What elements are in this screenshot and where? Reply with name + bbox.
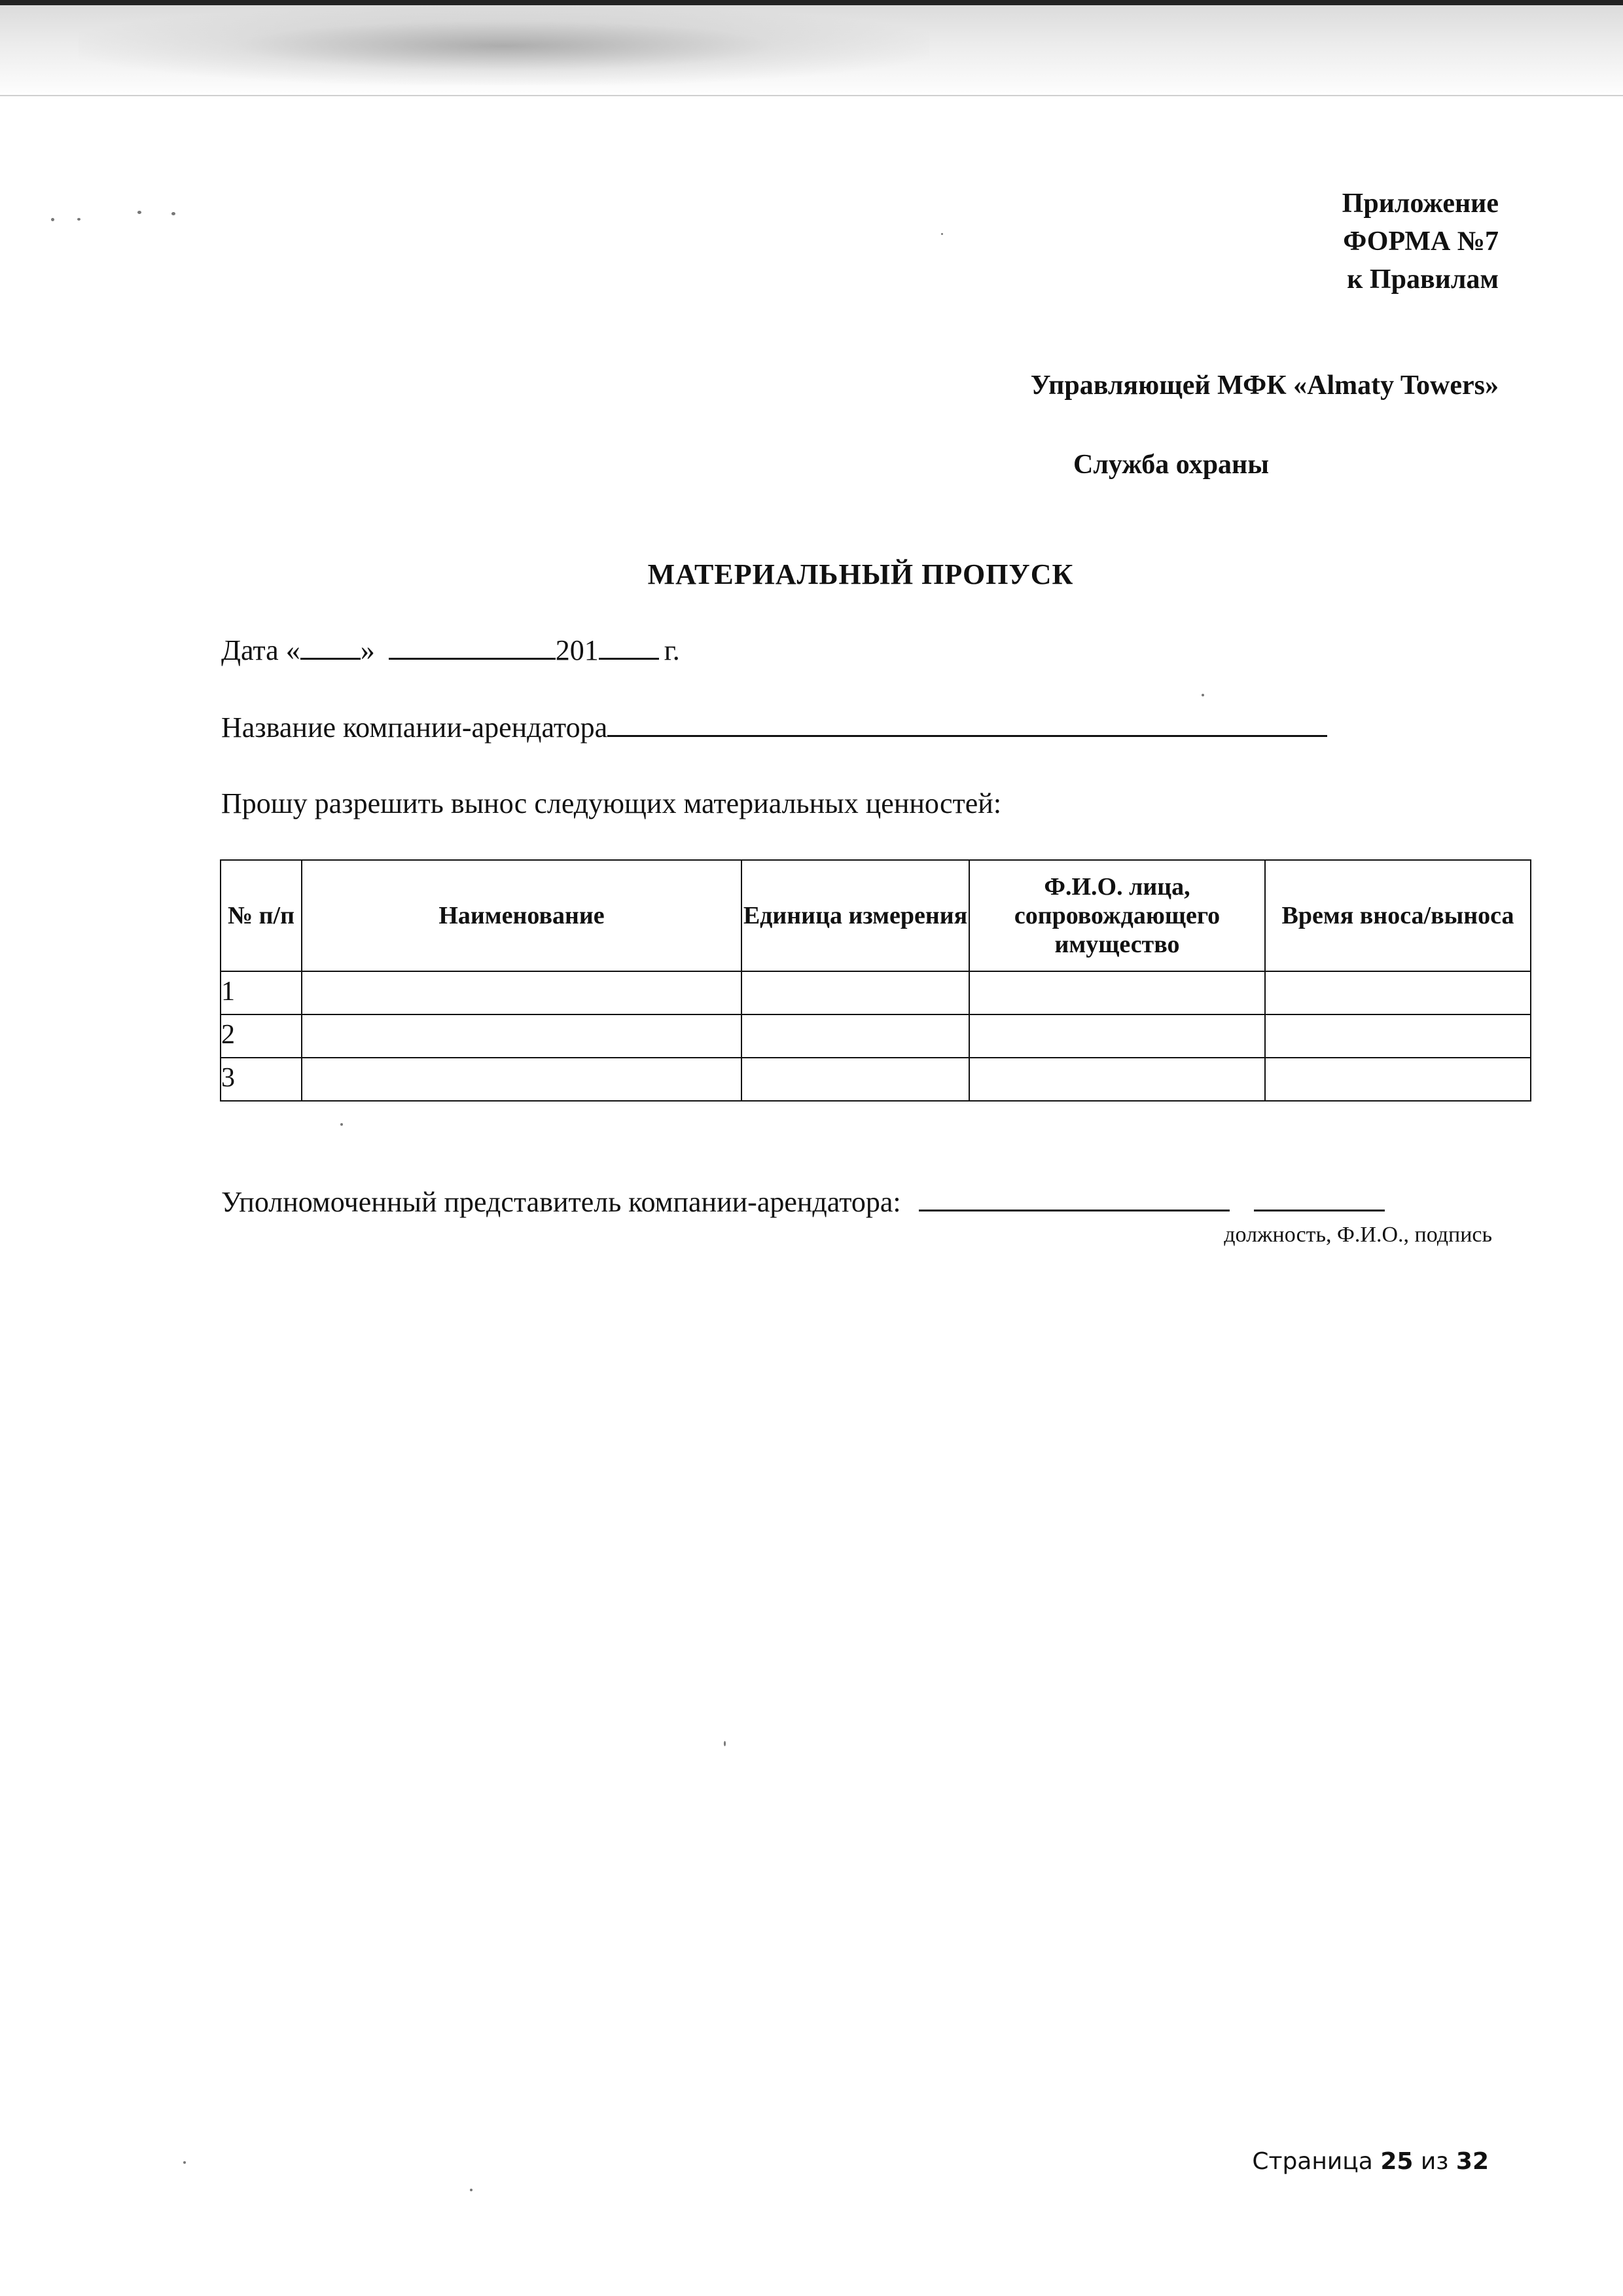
document-title: МАТЕРИАЛЬНЫЙ ПРОПУСК — [647, 558, 1074, 590]
scan-speck — [470, 2189, 473, 2191]
table-row — [221, 1058, 1531, 1101]
unit-cell[interactable] — [741, 971, 969, 1014]
organization-name: Управляющей МФК «Almaty Towers» — [1030, 370, 1499, 401]
year-blank[interactable] — [599, 632, 659, 660]
company-label: Название компании-арендатора — [221, 711, 608, 744]
company-name-blank[interactable] — [607, 709, 1327, 737]
scan-speck — [724, 1741, 726, 1746]
time-cell[interactable] — [1265, 1014, 1531, 1058]
page-number: 25 — [1380, 2148, 1414, 2175]
signature-blank[interactable] — [1254, 1183, 1385, 1211]
scan-speck — [941, 233, 943, 235]
year-prefix: 201 — [555, 634, 599, 666]
item-name-cell[interactable] — [302, 1058, 741, 1101]
scan-speck — [183, 2161, 186, 2164]
signature-line — [221, 1183, 1385, 1219]
signature-caption: должность, Ф.И.О., подпись — [1224, 1223, 1492, 1247]
item-name-cell[interactable] — [302, 971, 741, 1014]
header-escort: Ф.И.О. лица, сопровождающего имущество — [969, 860, 1265, 971]
row-number: 2 — [221, 1014, 302, 1058]
table-header-row — [221, 860, 1531, 971]
scan-speck — [77, 218, 80, 221]
company-line — [221, 709, 1327, 744]
date-line — [221, 632, 680, 667]
rules-reference: к Правилам — [1347, 264, 1499, 295]
row-number: 1 — [221, 971, 302, 1014]
table-row — [221, 971, 1531, 1014]
scan-speck — [1202, 694, 1204, 696]
position-name-blank[interactable] — [919, 1183, 1230, 1211]
escort-cell[interactable] — [969, 1058, 1265, 1101]
time-cell[interactable] — [1265, 971, 1531, 1014]
date-label: Дата « — [221, 634, 300, 666]
scan-shadow — [79, 7, 929, 85]
page-total: 32 — [1455, 2148, 1489, 2175]
security-service: Служба охраны — [1073, 450, 1270, 480]
item-name-cell[interactable] — [302, 1014, 741, 1058]
row-number: 3 — [221, 1058, 302, 1101]
scan-speck — [171, 212, 175, 215]
scan-page-edge — [0, 95, 1623, 96]
page-label: Страница — [1252, 2148, 1373, 2175]
appendix-header — [1342, 185, 1499, 298]
scan-speck — [340, 1123, 343, 1126]
appendix-label: Приложение — [1342, 188, 1499, 219]
unit-cell[interactable] — [741, 1058, 969, 1101]
header-time: Время вноса/выноса — [1265, 860, 1531, 971]
items-table — [220, 859, 1531, 1102]
header-name: Наименование — [302, 860, 741, 971]
page-of: из — [1420, 2148, 1449, 2175]
scan-speck — [137, 211, 141, 214]
header-unit: Единица измерения — [741, 860, 969, 971]
header-number: № п/п — [221, 860, 302, 971]
page-footer — [1252, 2148, 1489, 2175]
year-suffix: г. — [664, 634, 680, 666]
escort-cell[interactable] — [969, 1014, 1265, 1058]
scan-speck — [51, 218, 54, 221]
escort-cell[interactable] — [969, 971, 1265, 1014]
month-blank[interactable] — [389, 632, 556, 660]
table-row — [221, 1014, 1531, 1058]
day-blank[interactable] — [300, 632, 361, 660]
unit-cell[interactable] — [741, 1014, 969, 1058]
date-close-quote: » — [360, 634, 375, 666]
form-number: ФОРМА №7 — [1343, 226, 1499, 257]
time-cell[interactable] — [1265, 1058, 1531, 1101]
scan-border-line — [0, 0, 1623, 5]
signature-label: Уполномоченный представитель компании-арендатора: — [221, 1186, 901, 1218]
request-text: Прошу разрешить вынос следующих материальных ценностей: — [221, 787, 1002, 819]
